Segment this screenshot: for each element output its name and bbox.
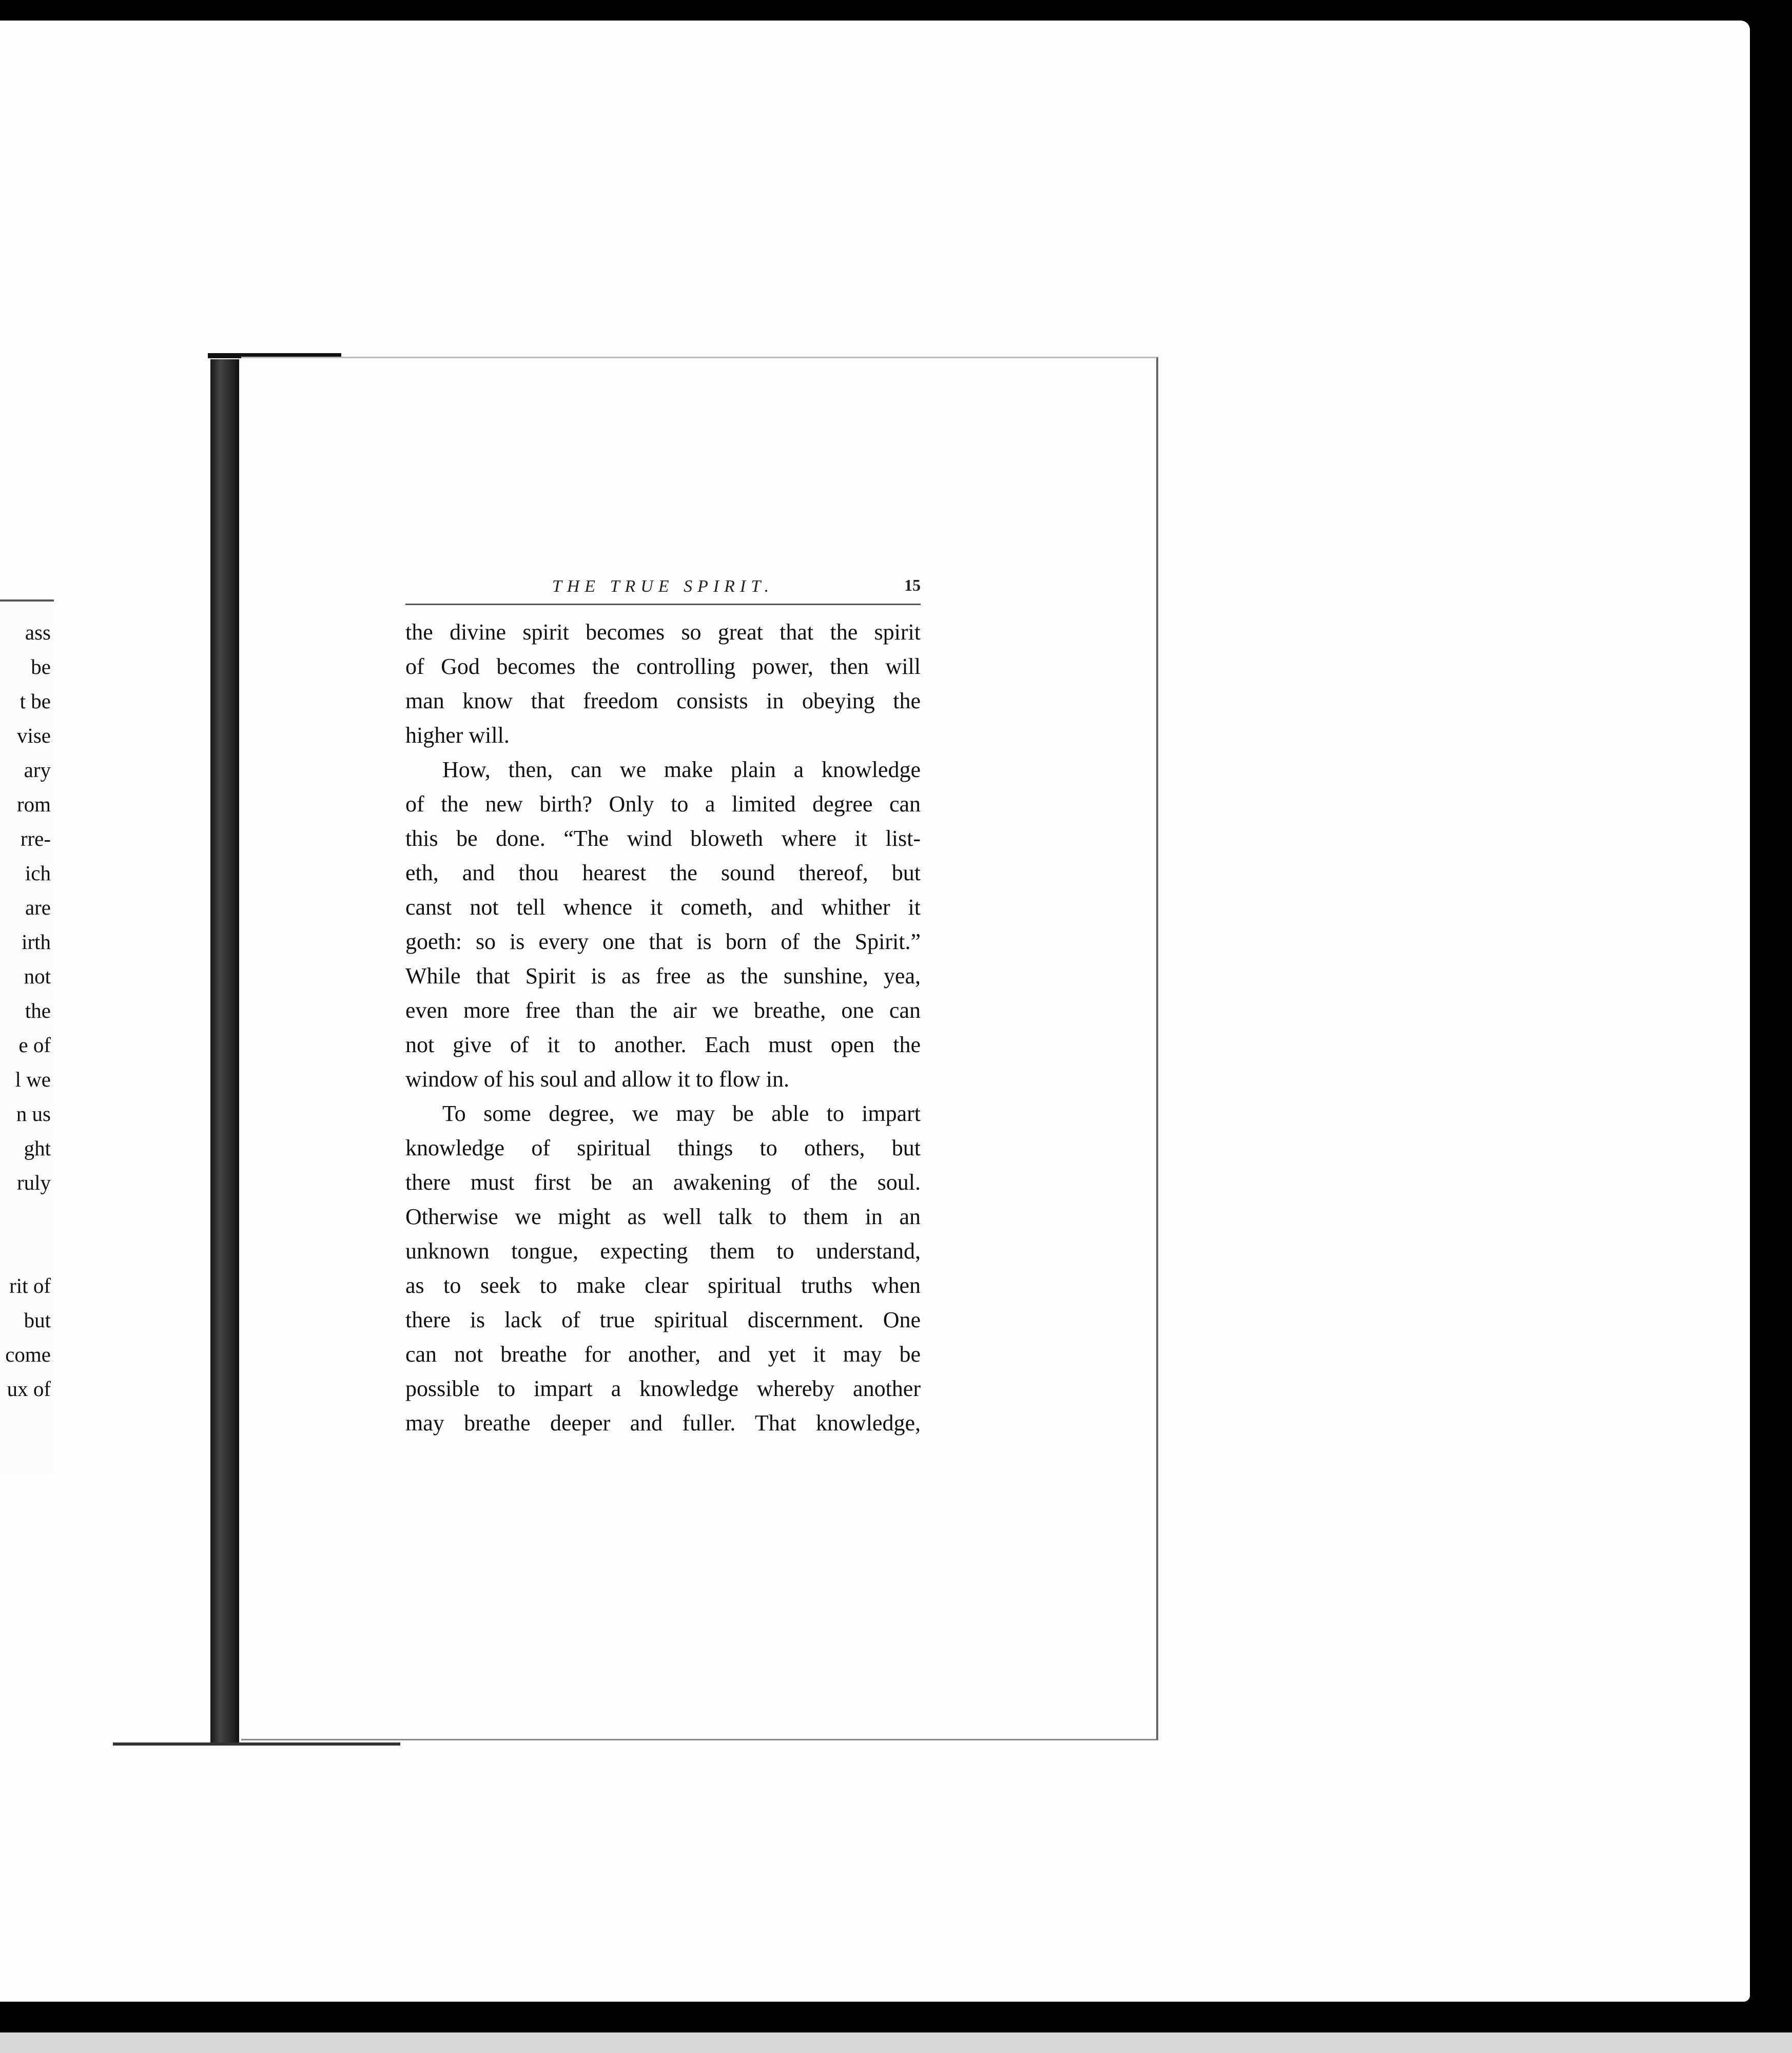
text-line: Otherwise we might as well talk to them in an: [405, 1204, 921, 1229]
left-page-line: n us: [16, 1102, 51, 1126]
text-line: knowledge of spiritual things to others, but: [405, 1135, 921, 1160]
left-page-line: rom: [16, 792, 51, 816]
text-line: of the new birth? Only to a limited degree can: [405, 791, 921, 817]
left-page-line: come: [5, 1343, 51, 1366]
left-page-line: ux of: [7, 1377, 51, 1401]
text-line: may breathe deeper and fuller. That knowledge,: [405, 1410, 921, 1436]
left-page-line: the: [25, 999, 51, 1022]
text-line: unknown tongue, expecting them to understand,: [405, 1238, 921, 1264]
text-line: goeth: so is every one that is born of the Spirit.”: [405, 929, 921, 954]
text-line: eth, and thou hearest the sound thereof, but: [405, 860, 921, 885]
text-line: canst not tell whence it cometh, and whither it: [405, 895, 921, 920]
bottom-strip: [0, 2032, 1792, 2053]
text-line: window of his soul and allow it to flow in.: [405, 1067, 789, 1092]
text-line: higher will.: [405, 723, 510, 748]
left-page-line: ich: [25, 861, 51, 885]
text-line: of God becomes the controlling power, then will: [405, 654, 921, 679]
text-line: as to seek to make clear spiritual truths when: [405, 1273, 921, 1298]
left-page-line: ary: [24, 758, 51, 782]
text-line: there is lack of true spiritual discernment. One: [405, 1307, 921, 1332]
text-line: this be done. “The wind bloweth where it list-: [405, 826, 921, 851]
left-page-line: rre-: [20, 827, 51, 850]
left-page-line: ruly: [16, 1171, 51, 1194]
left-page-line: not: [24, 964, 51, 988]
left-page-line: e of: [18, 1033, 51, 1057]
left-page-line: irth: [22, 930, 51, 954]
running-title: THE TRUE SPIRIT.: [552, 577, 774, 596]
text-line: How, then, can we make plain a knowledge: [442, 757, 921, 782]
left-page-line: vise: [16, 724, 51, 747]
text-line: there must first be an awakening of the soul.: [405, 1170, 921, 1195]
left-page-line: rit of: [9, 1274, 51, 1297]
text-line: even more free than the air we breathe, one can: [405, 998, 921, 1023]
body-text: [405, 615, 921, 1440]
running-head: [405, 573, 921, 605]
left-page-fragment: [0, 599, 54, 1474]
text-line: can not breathe for another, and yet it may be: [405, 1342, 921, 1367]
left-page-line: ght: [24, 1136, 51, 1160]
page-number: 15: [904, 576, 921, 594]
left-page-line: be: [31, 655, 51, 679]
text-line: possible to impart a knowledge whereby another: [405, 1376, 921, 1401]
left-page-line: but: [24, 1308, 51, 1332]
left-page-line: are: [25, 896, 51, 919]
text-line: not give of it to another. Each must open the: [405, 1032, 921, 1057]
text-line: To some degree, we may be able to impart: [442, 1101, 921, 1126]
left-page-line: t be: [20, 689, 51, 713]
text-line: man know that freedom consists in obeying the: [405, 688, 921, 713]
spine-foot: [113, 1742, 400, 1746]
left-page-line: ass: [25, 621, 51, 644]
right-page: [241, 357, 1158, 1740]
book-spine: [210, 359, 239, 1745]
text-line: While that Spirit is as free as the sunshine, yea,: [405, 963, 921, 989]
text-line: the divine spirit becomes so great that the spirit: [405, 619, 921, 645]
left-page-line: l we: [15, 1068, 51, 1091]
